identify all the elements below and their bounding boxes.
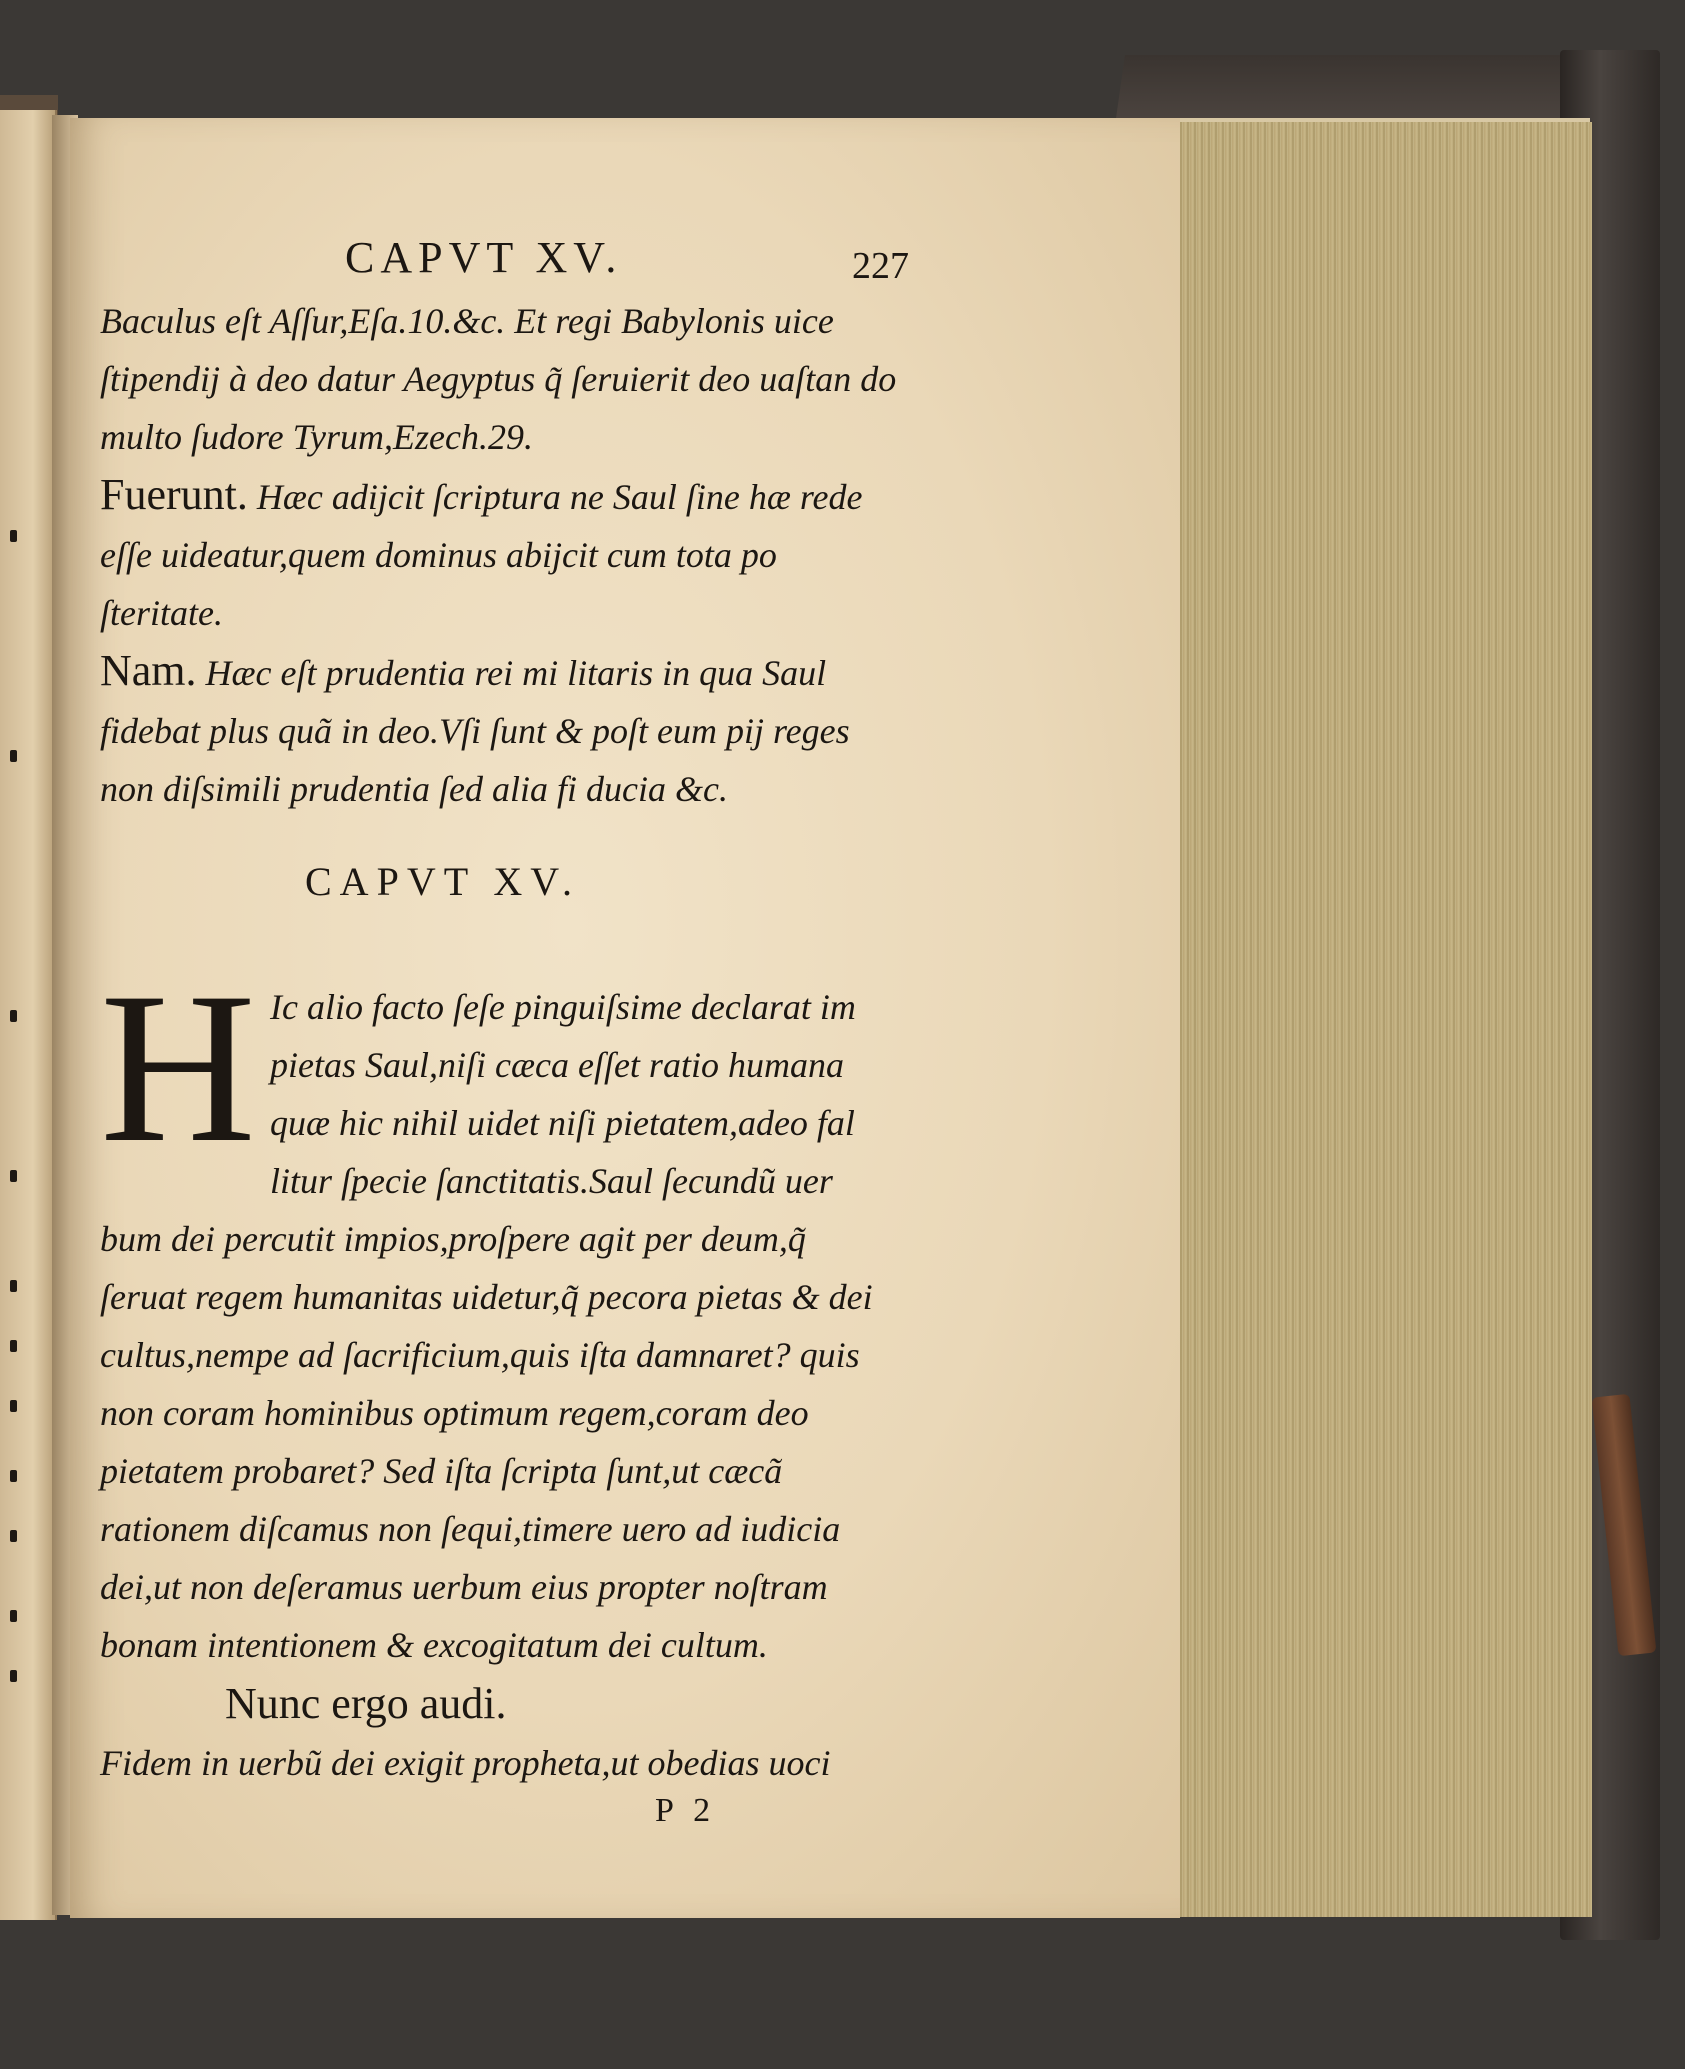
paragraph-2 xyxy=(100,466,900,642)
lemma-fuerunt: Fuerunt. xyxy=(100,470,248,519)
paragraph-5: Fidem in uerbũ dei exigit propheta,ut obedias uoci xyxy=(100,1743,831,1783)
page-header xyxy=(100,232,909,292)
page-number: 227 xyxy=(852,245,909,287)
chapter-title: CAPVT XV. xyxy=(305,859,581,904)
page-footer xyxy=(100,1792,900,1852)
paragraph-4: Ic alio facto ſeſe pinguiſsime declarat im pietas Saul,niſi cæca eſſet ratio humana quæ hic nihil uidet niſi pietatem,adeo fal litur ſpecie ſanctitatis.Saul ſecundũ uer bum dei percutit impios,proſpere agit per deum,q̃ ſeruat regem humanitas uidetur,q̃ pecora pietas & dei cultus,nempe ad ſacrificium,quis iſta damnaret? quis non coram hominibus optimum regem,coram deo pietatem probaret? Sed iſta ſcripta ſunt,ut cæcã rationem diſcamus non ſequi,timere uero ad iudicia dei,ut non deſeramus uerbum eius propter noſtram bonam intentionem & excogitatum dei cultum. xyxy=(100,987,873,1665)
left-page-ink-marks xyxy=(10,110,30,1920)
drop-cap: H xyxy=(100,948,256,1187)
paragraph-2-text: Hæc adijcit ſcriptura ne Saul ſine hæ rede eſſe uideatur,quem dominus abijcit cum tota po ſteritate. xyxy=(100,477,863,633)
signature-mark: P 2 xyxy=(655,1792,717,1829)
paragraph-3-text: Hæc eſt prudentia rei mi litaris in qua Saul fidebat plus quã in deo.Vſi ſunt & poſt eum pij reges non diſsimili prudentia ſed alia fi ducia &c. xyxy=(100,653,850,809)
lemma-nunc: Nunc ergo audi. xyxy=(225,1679,507,1728)
running-head: CAPVT XV. xyxy=(345,233,623,282)
initial-paragraph xyxy=(100,948,900,1674)
paragraph-1: Baculus eſt Aſſur,Eſa.10.&c. Et regi Babylonis uice ſtipendij à deo datur Aegyptus q̃ ſeruierit deo uaſtan do multo ſudore Tyrum,Ezech.29. xyxy=(100,301,897,457)
text-block xyxy=(100,232,909,1852)
left-page-edge xyxy=(0,110,57,1920)
paragraph-3 xyxy=(100,642,900,818)
fore-edge-leaves xyxy=(1160,122,1592,1917)
lemma-nam: Nam. xyxy=(100,646,197,695)
